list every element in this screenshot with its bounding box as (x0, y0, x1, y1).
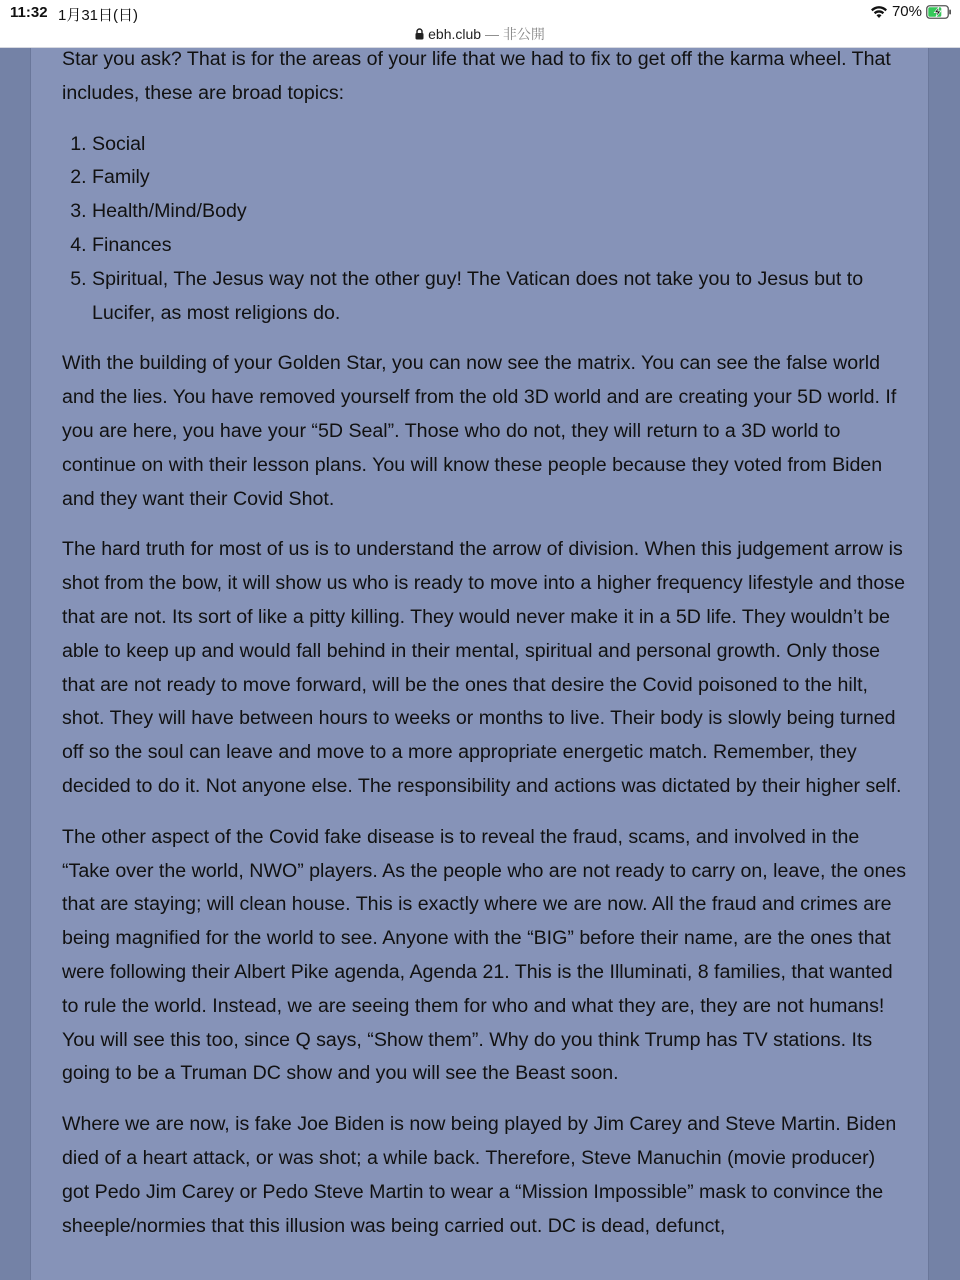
list-item: 2. Family (92, 161, 907, 195)
url-privacy-note: 非公開 (502, 26, 545, 42)
article-page (30, 48, 929, 1280)
list-item: 5. Spiritual, The Jesus way not the other guy! The Vatican does not take you to Jesus but to Lucifer, as most religions do. (92, 263, 907, 331)
battery-charging-icon (926, 5, 952, 19)
status-date: 1月31日(日) (58, 7, 139, 24)
status-bar (0, 0, 960, 48)
list-item: 1. Social (92, 128, 907, 162)
paragraph: The hard truth for most of us is to understand the arrow of division. When this judgement arrow is shot from the bow, it will show us who is ready to move into a higher frequency lifestyle and those that are not. Its sort of like a pitty killing. They would never make it in a 5D life. They wouldn’t be able to keep up and would fall behind in their mental, spiritual and personal growth. Only those that are not ready to move forward, will be the ones that desire the Covid poisoned to the hilt, shot. They will have between hours to weeks or months to live. Their body is slowly being turned off so the soul can leave and move to a more appropriate energetic match. Remember, they decided to do it. Not anyone else. The responsibility and actions was dictated by their higher self. (62, 538, 905, 797)
intro-paragraph: Star you ask? That is for the areas of your life that we had to fix to get off the karma wheel. That includes, these are broad topics: (62, 48, 891, 104)
paragraph: Where we are now, is fake Joe Biden is now being played by Jim Carey and Steve Martin. Biden died of a heart attack, or was shot; a while back. Therefore, Steve Manuchin (movie producer) got Pedo Jim Carey or Pedo Steve Martin to wear a “Mission Impossible” mask to convince the sheeple/normies that this illusion was being carried out. DC is dead, defunct, (62, 1113, 897, 1237)
article-body (62, 48, 907, 1260)
battery-percent: 70% (891, 3, 922, 20)
list-item: 3. Health/Mind/Body (92, 195, 907, 229)
topics-list (62, 128, 907, 331)
wifi-icon (870, 5, 888, 19)
status-time: 11:32 (10, 4, 48, 21)
url-separator: — (484, 26, 499, 42)
status-indicators (870, 3, 952, 20)
list-item: 4. Finances (92, 229, 907, 263)
paragraph: With the building of your Golden Star, you can now see the matrix. You can see the false world and the lies. You have removed yourself from the old 3D world and are creating your 5D world. If you are here, you have your “5D Seal”. Those who do not, they will return to a 3D world to continue on with their lesson plans. You will know these people because they voted from Biden and they want their Covid Shot. (62, 352, 897, 510)
url-domain: ebh.club (428, 26, 482, 42)
paragraph: The other aspect of the Covid fake disease is to reveal the fraud, scams, and involved in the “Take over the world, NWO” players. As the people who are not ready to carry on, leave, the ones that are staying; will clean house. This is exactly where we are now. All the fraud and crimes are being magnified for the world to see. Anyone with the “BIG” before their name, are the ones that were following their Albert Pike agenda, Agenda 21. This is the Illuminati, 8 families, that wanted to rule the world. Instead, we are seeing them for who and what they are, they are not humans! You will see this too, since Q says, “Show them”. Why do you think Trump has TV stations. Its going to be a Truman DC show and you will see the Beast soon. (62, 825, 907, 1085)
lock-icon (415, 27, 424, 43)
url-bar[interactable] (0, 24, 960, 44)
